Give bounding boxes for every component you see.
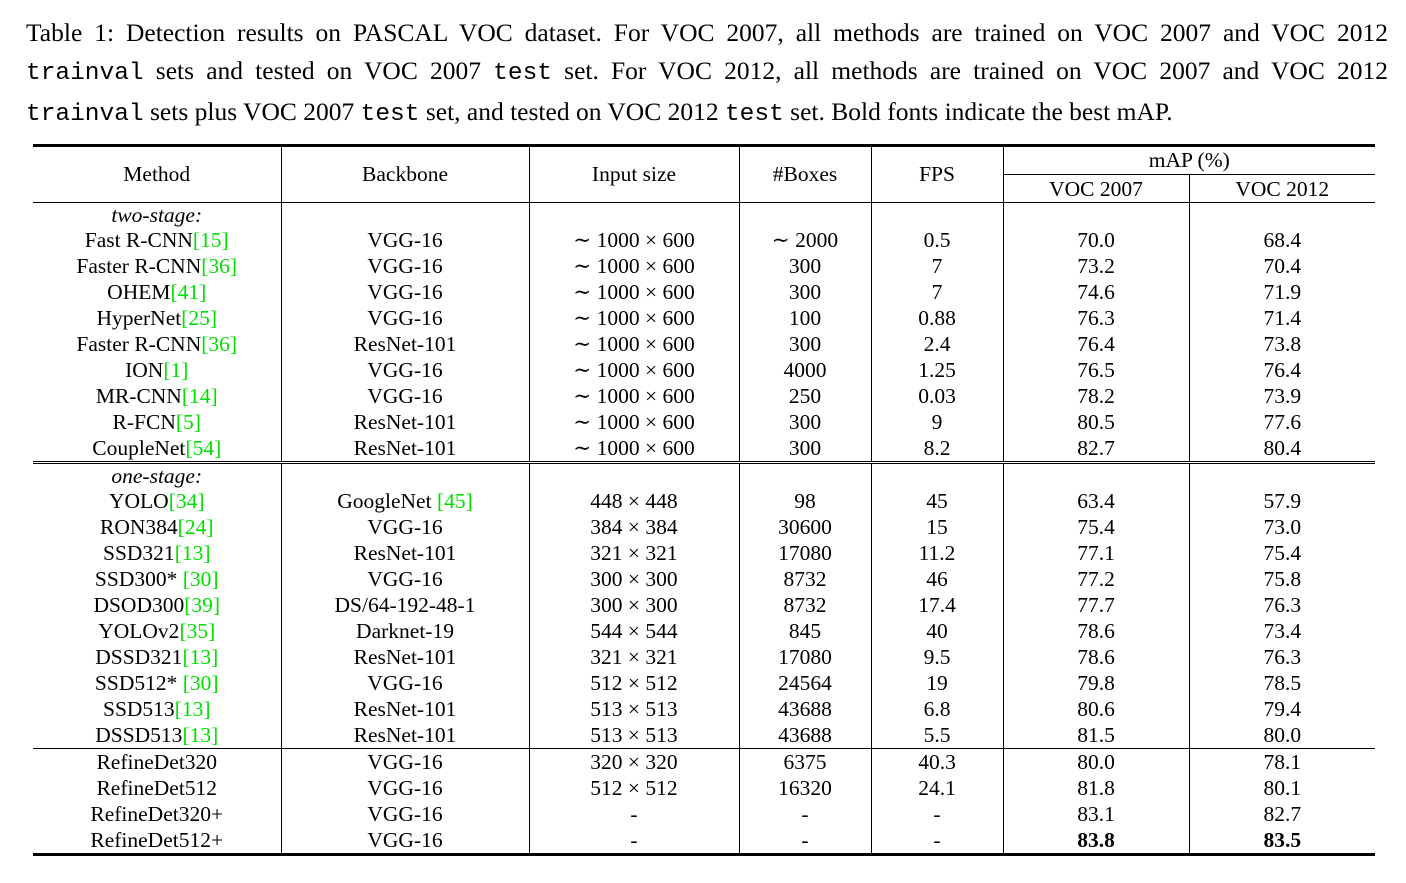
boxes-cell: ∼ 2000 (739, 227, 871, 253)
empty-cell (1003, 203, 1189, 228)
citation-link[interactable]: [41] (170, 280, 207, 304)
method-name: YOLOv2 (98, 619, 180, 643)
input-size-cell: 513 × 513 (529, 722, 739, 749)
backbone-cell (281, 305, 529, 331)
input-size-cell: ∼ 1000 × 600 (529, 305, 739, 331)
voc2007-map-cell: 78.6 (1003, 618, 1189, 644)
voc2012-map-cell: 76.3 (1263, 645, 1302, 669)
caption-text: set. Bold fonts indicate the best mAP. (783, 97, 1173, 126)
input-size-cell: 300 × 300 (529, 592, 739, 618)
boxes-cell: 4000 (739, 357, 871, 383)
method-name: OHEM (107, 280, 171, 304)
empty-cell (871, 463, 1003, 489)
fps-cell: 24.1 (871, 775, 1003, 801)
boxes-cell: 43688 (739, 696, 871, 722)
table-row (33, 488, 1375, 514)
table-row (33, 409, 1375, 435)
citation-link[interactable]: [45] (436, 489, 473, 513)
method-cell (33, 722, 281, 749)
boxes-cell: 30600 (739, 514, 871, 540)
input-size-cell: ∼ 1000 × 600 (529, 435, 739, 463)
voc2012-map-cell: 79.4 (1263, 697, 1302, 721)
section-label: one-stage: (33, 463, 281, 489)
method-name: MR-CNN (95, 384, 182, 408)
method-cell (33, 696, 281, 722)
header-row (33, 146, 1375, 175)
caption-code: test (493, 60, 552, 87)
backbone-cell (281, 775, 529, 801)
backbone-name: VGG-16 (367, 776, 443, 800)
voc2007-map-cell: 73.2 (1003, 253, 1189, 279)
header-boxes: #Boxes (739, 146, 871, 203)
method-name: DSSD513 (95, 723, 183, 747)
table-row (33, 749, 1375, 776)
backbone-cell (281, 644, 529, 670)
table-row (33, 253, 1375, 279)
input-size-cell: 320 × 320 (529, 749, 739, 776)
header-voc2012: VOC 2012 (1235, 176, 1330, 201)
fps-cell: 0.88 (871, 305, 1003, 331)
method-name: SSD512* (94, 671, 183, 695)
method-cell (33, 331, 281, 357)
voc2007-map-cell: 70.0 (1003, 227, 1189, 253)
voc2007-map-cell: 63.4 (1003, 488, 1189, 514)
input-size-cell: 384 × 384 (529, 514, 739, 540)
backbone-name: GoogleNet (337, 489, 437, 513)
boxes-cell: 845 (739, 618, 871, 644)
backbone-name: ResNet-101 (353, 436, 457, 460)
fps-cell: 40 (871, 618, 1003, 644)
backbone-name: VGG-16 (367, 228, 443, 252)
citation-link[interactable]: [1] (163, 358, 189, 382)
backbone-cell (281, 592, 529, 618)
citation-link[interactable]: [30] (182, 671, 219, 695)
empty-cell (529, 463, 739, 489)
backbone-cell (281, 749, 529, 776)
boxes-cell: 300 (739, 279, 871, 305)
method-name: RON384 (100, 515, 178, 539)
backbone-name: VGG-16 (367, 802, 443, 826)
input-size-cell: ∼ 1000 × 600 (529, 357, 739, 383)
boxes-cell: 17080 (739, 540, 871, 566)
section-header-row (33, 203, 1375, 228)
caption-text: set, and tested on VOC 2012 (419, 97, 725, 126)
fps-cell: 2.4 (871, 331, 1003, 357)
backbone-cell (281, 670, 529, 696)
empty-cell (529, 203, 739, 228)
citation-link[interactable]: [54] (185, 436, 222, 460)
citation-link[interactable]: [5] (175, 410, 201, 434)
caption-code: trainval (26, 60, 144, 87)
input-size-cell: 544 × 544 (529, 618, 739, 644)
caption-text: Table 1: Detection results on PASCAL VOC dataset. For VOC 2007, all methods are trained on VOC 2007 and VOC 2012 (26, 18, 1388, 47)
table-row (33, 801, 1375, 827)
voc2012-map-cell: 68.4 (1263, 228, 1302, 252)
backbone-name: ResNet-101 (353, 723, 457, 747)
method-cell (33, 253, 281, 279)
backbone-name: VGG-16 (367, 280, 443, 304)
citation-link[interactable]: [15] (192, 228, 229, 252)
voc2012-map-cell: 80.0 (1263, 723, 1302, 747)
citation-link[interactable]: [35] (179, 619, 216, 643)
table-row (33, 644, 1375, 670)
voc2007-map-cell: 74.6 (1003, 279, 1189, 305)
boxes-cell: 300 (739, 409, 871, 435)
fps-cell: - (871, 801, 1003, 827)
table-row (33, 305, 1375, 331)
voc2007-map-cell: 81.5 (1003, 722, 1189, 749)
method-cell (33, 618, 281, 644)
boxes-cell: - (739, 801, 871, 827)
citation-link[interactable]: [24] (177, 515, 214, 539)
method-cell (33, 540, 281, 566)
boxes-cell: - (739, 827, 871, 855)
boxes-cell: 24564 (739, 670, 871, 696)
backbone-cell (281, 435, 529, 463)
table-row (33, 722, 1375, 749)
backbone-cell (281, 383, 529, 409)
fps-cell: 17.4 (871, 592, 1003, 618)
citation-link[interactable]: [25] (181, 306, 218, 330)
table-row (33, 514, 1375, 540)
caption-code: test (724, 101, 784, 128)
header-fps: FPS (871, 146, 1003, 203)
backbone-cell (281, 227, 529, 253)
input-size-cell: 512 × 512 (529, 670, 739, 696)
method-name: ION (125, 358, 164, 382)
fps-cell: 6.8 (871, 696, 1003, 722)
method-name: R-FCN (112, 410, 176, 434)
method-name: RefineDet512 (96, 776, 218, 800)
empty-cell (1189, 203, 1375, 228)
boxes-cell: 300 (739, 435, 871, 463)
backbone-cell (281, 540, 529, 566)
voc2007-map-cell: 75.4 (1003, 514, 1189, 540)
table-row (33, 383, 1375, 409)
results-table-container (33, 144, 1375, 856)
backbone-name: ResNet-101 (353, 332, 457, 356)
fps-cell: 11.2 (871, 540, 1003, 566)
method-name: SSD321 (102, 541, 175, 565)
input-size-cell: ∼ 1000 × 600 (529, 383, 739, 409)
voc2007-map-cell: 83.8 (1003, 827, 1189, 855)
backbone-cell (281, 331, 529, 357)
backbone-name: DS/64-192-48-1 (334, 593, 476, 617)
header-voc2007: VOC 2007 (1003, 175, 1189, 203)
fps-cell: 45 (871, 488, 1003, 514)
method-cell (33, 279, 281, 305)
input-size-cell: 321 × 321 (529, 644, 739, 670)
backbone-name: VGG-16 (367, 567, 443, 591)
method-name: Faster R-CNN (76, 254, 202, 278)
backbone-cell (281, 409, 529, 435)
table-row (33, 618, 1375, 644)
citation-link[interactable]: [34] (168, 489, 205, 513)
input-size-cell: ∼ 1000 × 600 (529, 227, 739, 253)
input-size-cell: 512 × 512 (529, 775, 739, 801)
fps-cell: 15 (871, 514, 1003, 540)
input-size-cell: - (529, 801, 739, 827)
boxes-cell: 300 (739, 331, 871, 357)
voc2007-map-cell: 80.6 (1003, 696, 1189, 722)
input-size-cell: ∼ 1000 × 600 (529, 331, 739, 357)
input-size-cell: ∼ 1000 × 600 (529, 409, 739, 435)
results-table (33, 144, 1375, 856)
input-size-cell: 513 × 513 (529, 696, 739, 722)
empty-cell (1189, 463, 1375, 489)
backbone-name: VGG-16 (367, 306, 443, 330)
method-cell (33, 488, 281, 514)
empty-cell (1003, 463, 1189, 489)
method-name: RefineDet512+ (90, 828, 224, 852)
backbone-name: VGG-16 (367, 515, 443, 539)
voc2012-map-cell: 78.5 (1263, 671, 1302, 695)
method-cell (33, 644, 281, 670)
method-name: Faster R-CNN (76, 332, 202, 356)
input-size-cell: ∼ 1000 × 600 (529, 279, 739, 305)
voc2007-map-cell: 79.8 (1003, 670, 1189, 696)
table-row (33, 357, 1375, 383)
boxes-cell: 300 (739, 253, 871, 279)
backbone-name: VGG-16 (367, 254, 443, 278)
caption-text: sets and tested on VOC 2007 (143, 56, 494, 85)
method-cell (33, 514, 281, 540)
boxes-cell: 43688 (739, 722, 871, 749)
fps-cell: 1.25 (871, 357, 1003, 383)
section-label: two-stage: (33, 203, 281, 228)
method-name: HyperNet (96, 306, 182, 330)
table-row (33, 592, 1375, 618)
citation-link[interactable]: [39] (184, 593, 221, 617)
caption-text: set. For VOC 2012, all methods are trained on VOC 2007 and VOC 2012 (551, 56, 1388, 85)
caption-code: test (360, 101, 420, 128)
backbone-cell (281, 827, 529, 855)
header-backbone: Backbone (281, 146, 529, 203)
empty-cell (281, 203, 529, 228)
method-name: RefineDet320+ (90, 802, 224, 826)
method-cell (33, 775, 281, 801)
backbone-name: ResNet-101 (353, 541, 457, 565)
table-body (33, 203, 1375, 855)
voc2012-map-cell: 71.4 (1263, 306, 1302, 330)
voc2012-map-cell: 57.9 (1263, 489, 1302, 513)
boxes-cell: 100 (739, 305, 871, 331)
table-caption (26, 14, 1388, 134)
backbone-cell (281, 488, 529, 514)
method-cell (33, 383, 281, 409)
method-name: Fast R-CNN (84, 228, 193, 252)
fps-cell: 5.5 (871, 722, 1003, 749)
citation-link[interactable]: [13] (174, 541, 211, 565)
boxes-cell: 98 (739, 488, 871, 514)
header-map: mAP (%) (1003, 146, 1375, 175)
voc2012-map-cell: 76.3 (1263, 593, 1302, 617)
voc2012-map-cell: 76.4 (1263, 358, 1302, 382)
voc2007-map-cell: 81.8 (1003, 775, 1189, 801)
citation-link[interactable]: [36] (201, 254, 238, 278)
empty-cell (739, 463, 871, 489)
input-size-cell: 321 × 321 (529, 540, 739, 566)
input-size-cell: ∼ 1000 × 600 (529, 253, 739, 279)
method-name: RefineDet320 (96, 750, 218, 774)
method-name: SSD300* (94, 567, 183, 591)
method-name: CoupleNet (92, 436, 186, 460)
boxes-cell: 17080 (739, 644, 871, 670)
backbone-cell (281, 253, 529, 279)
backbone-cell (281, 514, 529, 540)
method-name: DSOD300 (93, 593, 185, 617)
voc2007-map-cell: 77.7 (1003, 592, 1189, 618)
voc2012-map-cell: 80.1 (1263, 776, 1302, 800)
voc2007-map-cell: 76.5 (1003, 357, 1189, 383)
table-row (33, 775, 1375, 801)
fps-cell: 40.3 (871, 749, 1003, 776)
caption-text: sets plus VOC 2007 (143, 97, 361, 126)
backbone-name: VGG-16 (367, 358, 443, 382)
backbone-cell (281, 566, 529, 592)
voc2012-map-cell: 80.4 (1263, 436, 1302, 460)
table-row (33, 331, 1375, 357)
backbone-name: ResNet-101 (353, 645, 457, 669)
citation-link[interactable]: [13] (182, 645, 219, 669)
voc2012-map-cell: 73.8 (1263, 332, 1302, 356)
method-cell (33, 827, 281, 855)
voc2012-map-cell: 75.4 (1263, 541, 1302, 565)
fps-cell: 9.5 (871, 644, 1003, 670)
citation-link[interactable]: [36] (201, 332, 238, 356)
boxes-cell: 8732 (739, 566, 871, 592)
fps-cell: 7 (871, 279, 1003, 305)
method-name: DSSD321 (95, 645, 183, 669)
backbone-cell (281, 357, 529, 383)
voc2012-map-cell: 78.1 (1189, 749, 1375, 776)
method-cell (33, 409, 281, 435)
table-row (33, 540, 1375, 566)
table-row (33, 696, 1375, 722)
empty-cell (739, 203, 871, 228)
backbone-name: ResNet-101 (353, 410, 457, 434)
citation-link[interactable]: [13] (182, 723, 219, 747)
voc2007-map-cell: 83.1 (1003, 801, 1189, 827)
method-cell (33, 592, 281, 618)
backbone-name: ResNet-101 (353, 697, 457, 721)
voc2007-map-cell: 80.5 (1003, 409, 1189, 435)
backbone-name: VGG-16 (367, 828, 443, 852)
backbone-name: VGG-16 (367, 750, 443, 774)
backbone-cell (281, 801, 529, 827)
backbone-cell (281, 279, 529, 305)
method-cell (33, 305, 281, 331)
fps-cell: 8.2 (871, 435, 1003, 463)
backbone-name: Darknet-19 (356, 619, 454, 643)
table-row (33, 827, 1375, 855)
backbone-cell (281, 618, 529, 644)
boxes-cell: 8732 (739, 592, 871, 618)
empty-cell (281, 463, 529, 489)
table-row (33, 670, 1375, 696)
method-name: SSD513 (102, 697, 175, 721)
header-input-size: Input size (529, 146, 739, 203)
method-name: YOLO (108, 489, 169, 513)
fps-cell: 0.03 (871, 383, 1003, 409)
input-size-cell: - (529, 827, 739, 855)
backbone-cell (281, 696, 529, 722)
voc2012-map-cell: 73.0 (1263, 515, 1302, 539)
input-size-cell: 300 × 300 (529, 566, 739, 592)
table-row (33, 227, 1375, 253)
voc2007-map-cell: 80.0 (1003, 749, 1189, 776)
citation-link[interactable]: [30] (182, 567, 219, 591)
backbone-name: VGG-16 (367, 384, 443, 408)
voc2012-map-cell: 77.6 (1263, 410, 1302, 434)
section-header-row (33, 463, 1375, 489)
fps-cell: 0.5 (871, 227, 1003, 253)
voc2012-map-cell: 70.4 (1263, 254, 1302, 278)
voc2007-map-cell: 78.2 (1003, 383, 1189, 409)
voc2012-map-cell: 71.9 (1263, 280, 1302, 304)
method-cell (33, 227, 281, 253)
backbone-cell (281, 722, 529, 749)
method-cell (33, 566, 281, 592)
voc2012-map-cell: 73.4 (1263, 619, 1302, 643)
voc2007-map-cell: 82.7 (1003, 435, 1189, 463)
method-cell (33, 670, 281, 696)
method-cell (33, 435, 281, 463)
fps-cell: - (871, 827, 1003, 855)
boxes-cell: 6375 (739, 749, 871, 776)
voc2007-map-cell: 77.1 (1003, 540, 1189, 566)
table-row (33, 279, 1375, 305)
method-cell (33, 801, 281, 827)
fps-cell: 7 (871, 253, 1003, 279)
voc2007-map-cell: 77.2 (1003, 566, 1189, 592)
table-row (33, 566, 1375, 592)
voc2012-map-cell: 83.5 (1263, 828, 1302, 852)
citation-link[interactable]: [13] (174, 697, 211, 721)
method-cell (33, 357, 281, 383)
header-method: Method (33, 146, 281, 203)
backbone-name: VGG-16 (367, 671, 443, 695)
voc2012-map-cell: 82.7 (1263, 802, 1302, 826)
boxes-cell: 16320 (739, 775, 871, 801)
fps-cell: 9 (871, 409, 1003, 435)
fps-cell: 46 (871, 566, 1003, 592)
method-cell (33, 749, 281, 776)
empty-cell (871, 203, 1003, 228)
citation-link[interactable]: [14] (181, 384, 218, 408)
voc2012-map-cell: 75.8 (1263, 567, 1302, 591)
table-row (33, 435, 1375, 463)
voc2007-map-cell: 78.6 (1003, 644, 1189, 670)
input-size-cell: 448 × 448 (529, 488, 739, 514)
voc2012-map-cell: 73.9 (1263, 384, 1302, 408)
fps-cell: 19 (871, 670, 1003, 696)
voc2007-map-cell: 76.4 (1003, 331, 1189, 357)
voc2007-map-cell: 76.3 (1003, 305, 1189, 331)
boxes-cell: 250 (739, 383, 871, 409)
caption-code: trainval (26, 101, 144, 128)
